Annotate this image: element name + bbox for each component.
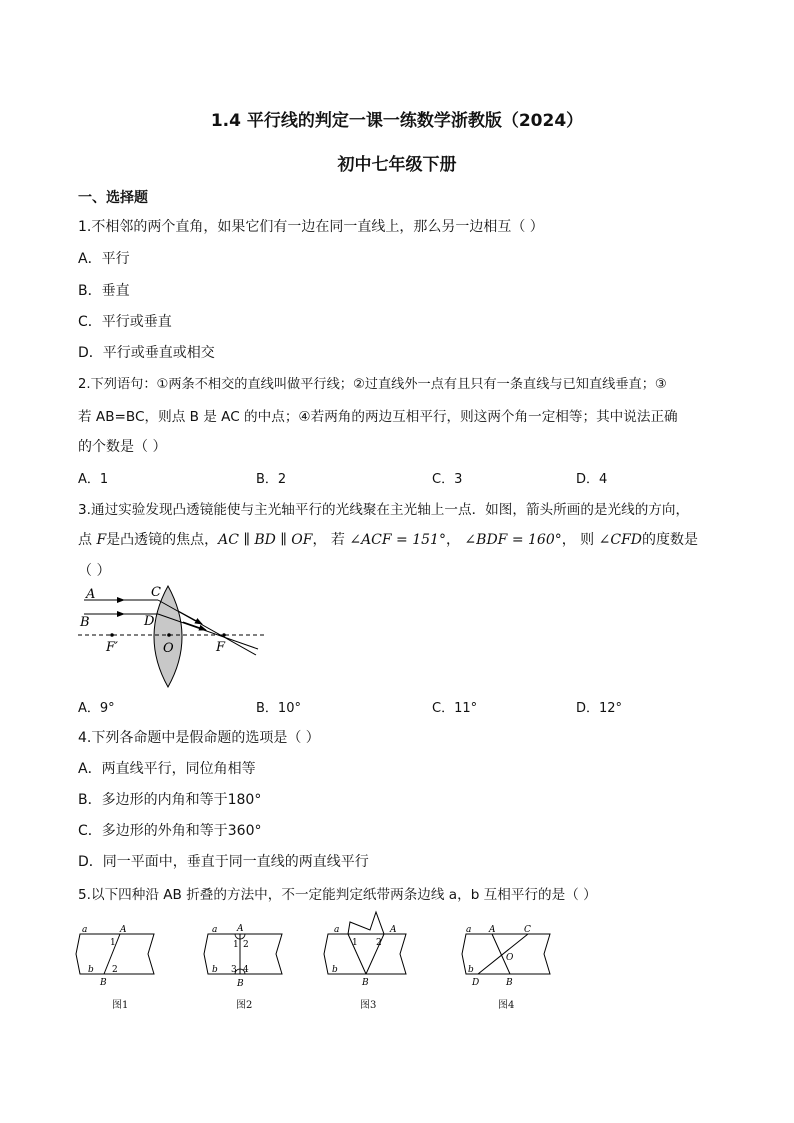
svg-text:b: b [468, 965, 474, 975]
q2-line-1: 2.下列语句：①两条不相交的直线叫做平行线；②过直线外一点有且只有一条直线与已知直线垂直；③ [78, 377, 667, 392]
q2-option-b: B．2 [256, 472, 287, 487]
q1-option-a: A．平行 [78, 251, 130, 267]
svg-text:A: A [489, 925, 496, 935]
fold-figure-3-caption: 图3 [360, 1000, 377, 1011]
q4-option-a: A．两直线平行，同位角相等 [78, 761, 256, 777]
svg-text:b: b [88, 965, 94, 975]
lens-diagram [78, 583, 268, 691]
svg-text:O: O [506, 953, 514, 963]
svg-text:B: B [362, 978, 369, 988]
svg-text:1: 1 [352, 938, 358, 948]
q3-option-c: C．11° [432, 701, 478, 716]
fold-figure-3 [322, 910, 414, 992]
svg-text:B: B [506, 978, 513, 988]
q3-line-1: 3.通过实验发现凸透镜能使与主光轴平行的光线聚在主光轴上一点．如图，箭头所画的是光线的方向， [78, 502, 690, 518]
q3-option-b: B．10° [256, 701, 301, 716]
svg-text:2: 2 [376, 938, 382, 948]
fold-figure-4-caption: 图4 [498, 1000, 515, 1011]
svg-text:a: a [212, 925, 218, 935]
label-O: O [163, 641, 174, 656]
page-subtitle: 初中七年级下册 [337, 155, 457, 175]
fold-figure-1-caption: 图1 [112, 1000, 129, 1011]
q1-option-b: B．垂直 [78, 283, 130, 299]
q1-stem: 1.不相邻的两个直角，如果它们有一边在同一直线上，那么另一边相互（ ） [78, 219, 544, 235]
q4-stem: 4.下列各命题中是假命题的选项是（ ） [78, 730, 320, 746]
label-A: A [86, 587, 96, 602]
q2-option-a: A．1 [78, 472, 109, 487]
svg-text:D: D [472, 978, 480, 988]
svg-text:2: 2 [112, 965, 118, 975]
svg-text:C: C [524, 925, 531, 935]
svg-text:b: b [212, 965, 218, 975]
q1-option-c: C．平行或垂直 [78, 314, 172, 330]
section-heading: 一、选择题 [78, 190, 148, 206]
page-title: 1.4 平行线的判定一课一练数学浙教版（2024） [210, 111, 584, 131]
svg-text:A: A [390, 925, 397, 935]
svg-text:b: b [332, 965, 338, 975]
label-Fprime: F′ [106, 640, 118, 655]
q2-line-3: 的个数是（ ） [78, 439, 167, 455]
q4-option-c: C．多边形的外角和等于360° [78, 823, 262, 839]
fold-figure-2 [202, 922, 292, 992]
q3-line-2: 点 F是凸透镜的焦点，AC ∥ BD ∥ OF， 若 ∠ACF = 151°， ∠BDF = 160°， 则 ∠CFD的度数是 [78, 532, 699, 548]
fold-figure-4 [460, 922, 556, 992]
label-B: B [80, 615, 90, 630]
q2-line-2: 若 AB=BC，则点 B 是 AC 的中点；④若两角的两边互相平行，则这两个角一定相等；其中说法正确 [78, 409, 678, 425]
svg-text:A: A [120, 925, 127, 935]
svg-text:2: 2 [243, 940, 249, 950]
svg-text:a: a [466, 925, 472, 935]
svg-text:1: 1 [110, 938, 116, 948]
label-C: C [151, 585, 161, 600]
q4-option-d: D．同一平面中，垂直于同一直线的两直线平行 [78, 854, 369, 870]
svg-text:a: a [334, 925, 340, 935]
q2-option-c: C．3 [432, 472, 463, 487]
svg-text:3: 3 [231, 965, 237, 975]
label-D: D [144, 614, 155, 629]
fold-figure-2-caption: 图2 [236, 1000, 253, 1011]
q3-option-d: D．12° [576, 701, 623, 716]
svg-text:B: B [237, 979, 244, 989]
svg-text:B: B [100, 978, 107, 988]
svg-text:4: 4 [243, 965, 249, 975]
q3-option-a: A．9° [78, 701, 115, 716]
q5-stem: 5.以下四种沿 AB 折叠的方法中，不一定能判定纸带两条边线 a，b 互相平行的是（ ） [78, 887, 597, 903]
label-F: F [216, 640, 226, 655]
q4-option-b: B．多边形的内角和等于180° [78, 792, 262, 808]
q1-option-d: D．平行或垂直或相交 [78, 345, 215, 361]
fold-figure-1 [74, 922, 164, 992]
svg-text:1: 1 [233, 940, 239, 950]
q3-line-3: （ ） [78, 563, 111, 579]
svg-text:A: A [237, 924, 244, 934]
svg-text:a: a [82, 925, 88, 935]
q2-option-d: D．4 [576, 472, 608, 487]
